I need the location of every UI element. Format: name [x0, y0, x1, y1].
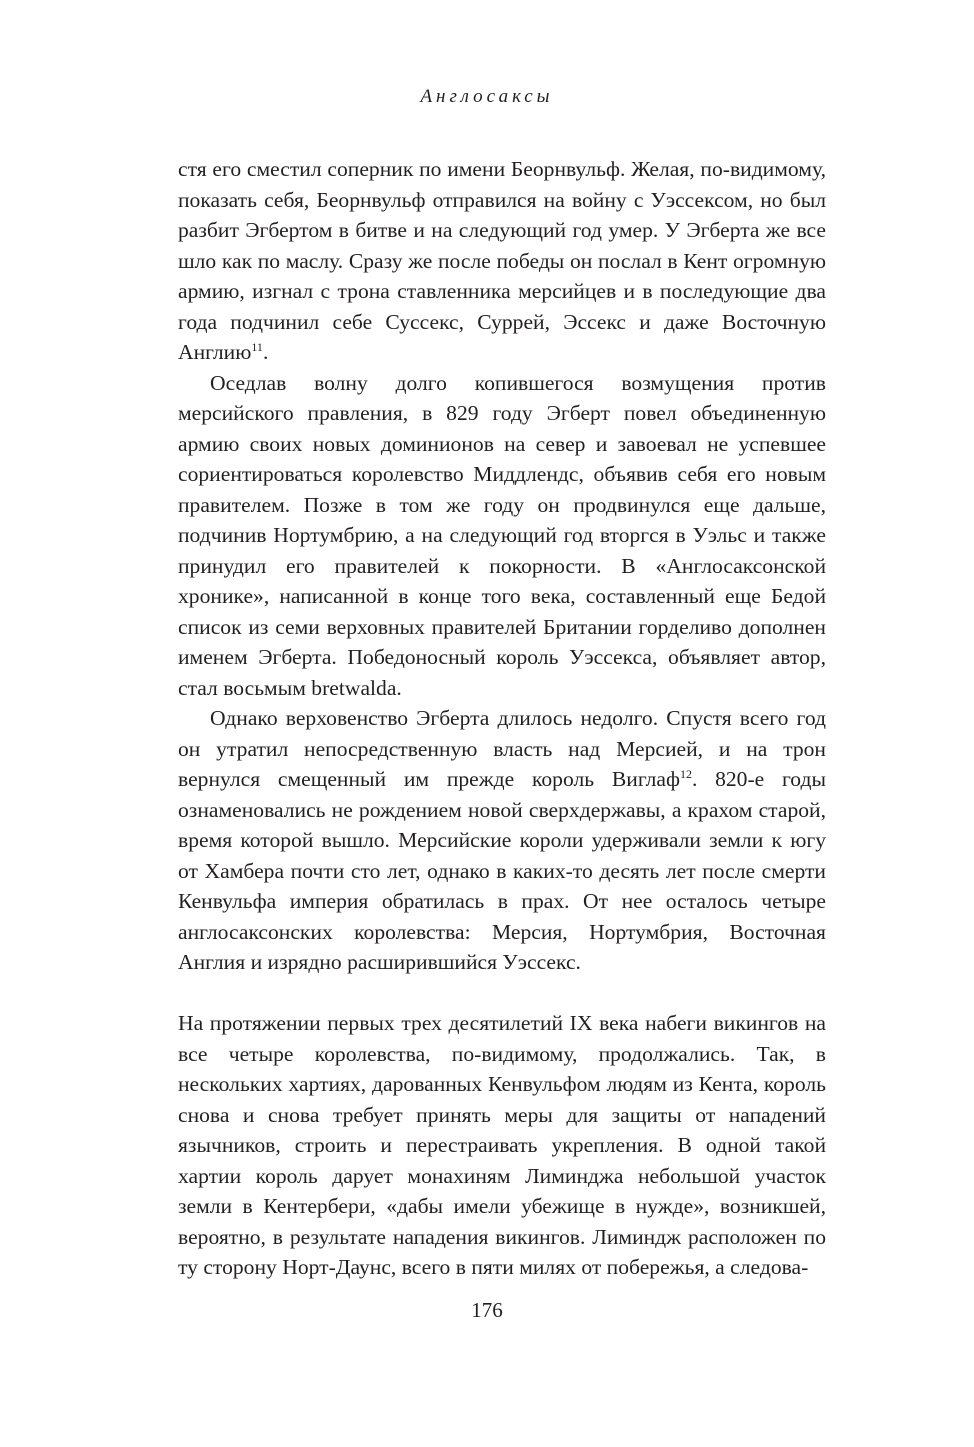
paragraph-1	[178, 154, 826, 368]
paragraph-2: Оседлав волну долго копившегося возмущения против мерсийского правления, в 829 году Эгберт повел объединенную армию своих новых доминионов на север и завоевал не успевшее сориентироваться королевство Миддлендс, объявив себя его новым правителем. Позже в том же году он продвинулся еще дальше, подчинив Нортумбрию, а на следующий год вторгся в Уэльс и также принудил его правителей к покорности. В «Англосаксонской хронике», написанной в конце того века, составленный еще Бедой список из семи верховных правителей Британии горделиво дополнен именем Эгберта. Победоносный король Уэссекса, объявляет автор, стал восьмым bretwalda.	[178, 370, 826, 700]
running-head: Англосаксы	[420, 86, 554, 107]
paragraph-3-text-after: . 820-е годы ознаменовались не рождением новой сверхдержавы, а крахом старой, время которой вышло. Мерсийские короли удерживали земли к югу от Хамбера почти сто лет, однако в каких-то десять лет после смерти Кенвульфа империя обратилась в прах. От нее осталось четыре англосаксонских королевства: Мерсия, Нортумбрия, Восточная Англия и изрядно расширившийся Уэссекс.	[178, 767, 826, 974]
paragraph-1-tail: .	[262, 340, 269, 364]
paragraph-1-text: стя его сместил соперник по имени Беорнвульф. Желая, по-видимому, показать себя, Беорнвульф отправился на войну с Уэссексом, но был разбит Эгбертом в битве и на следующий год умер. У Эгберта же все шло как по маслу. Сразу же после победы он послал в Кент огромную армию, изгнал с трона ставленника мерсийцев и в последующие два года подчинил себе Суссекс, Суррей, Эссекс и даже Восточную Англию	[178, 157, 826, 364]
paragraph-4: На протяжении первых трех десятилетий IX века набеги викингов на все четыре королевства, по-видимому, продолжались. Так, в нескольких хартиях, дарованных Кенвульфом людям из Кента, король снова и снова требует принять меры для защиты от нападений язычников, строить и перестраивать укрепления. В одной такой хартии король дарует монахиням Лиминджа небольшой участок земли в Кентербери, «дабы имели убежище в нужде», возникшей, вероятно, в результате нападения викингов. Лиминдж расположен по ту сторону Норт-Даунс, всего в пяти милях от побережья, а следова-	[178, 1011, 826, 1279]
page-number: 176	[471, 1298, 503, 1322]
paragraph-3-text-before: Однако верховенство Эгберта длилось недолго. Спустя всего год он утратил непосредственную власть над Мерсией, и на трон вернулся смещенный им прежде король Виглаф	[178, 706, 826, 791]
paragraph-3	[178, 703, 826, 978]
footnote-ref-12[interactable]: 12	[679, 767, 692, 781]
body-text	[178, 154, 826, 1283]
footnote-ref-11[interactable]: 11	[251, 340, 263, 354]
